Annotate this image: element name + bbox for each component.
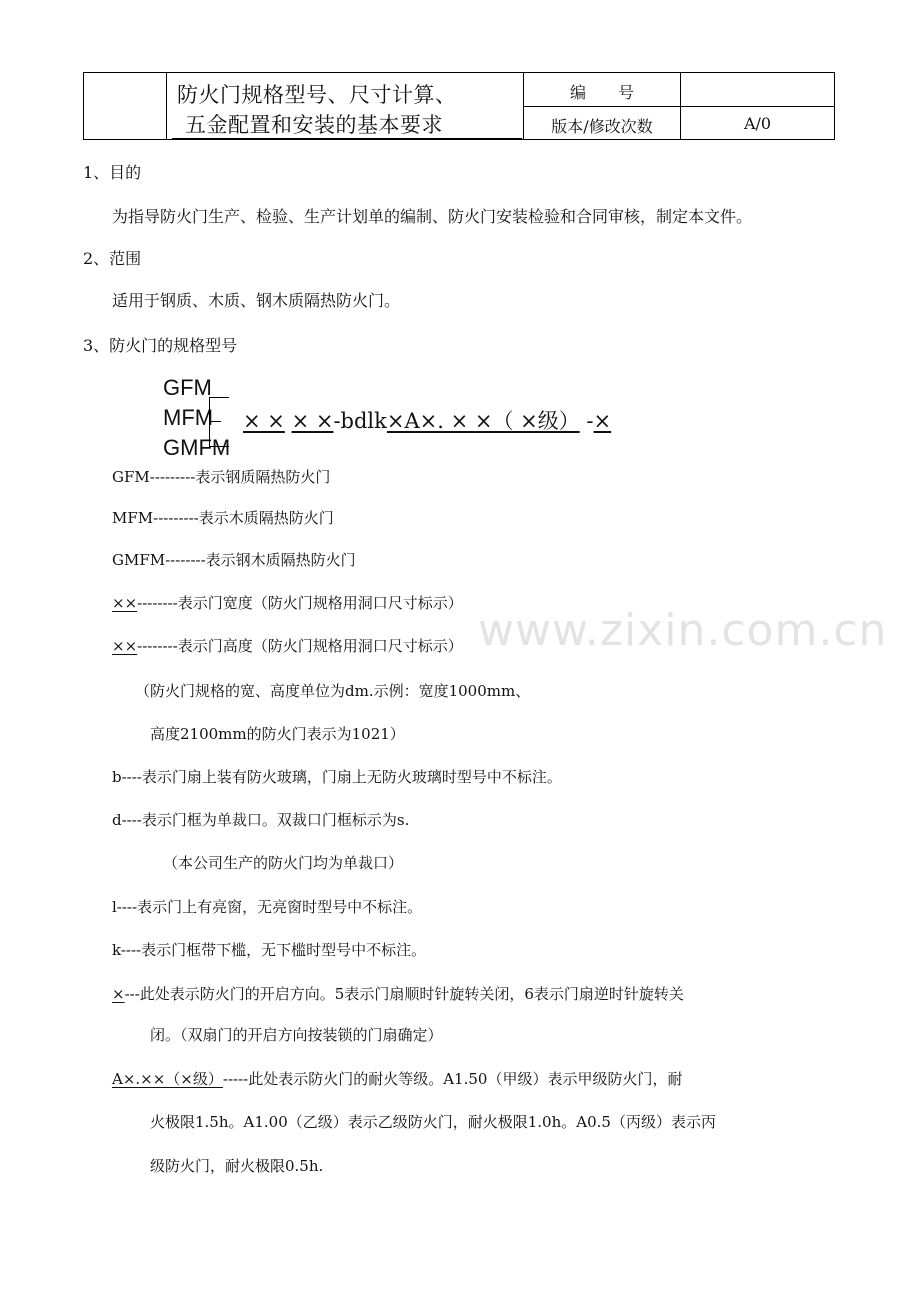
def-gmfm: GMFM--------表示钢木质隔热防火门 (112, 551, 356, 569)
formula-direction: × (386, 409, 405, 433)
formula-prefix-mfm: MFM (163, 405, 214, 430)
def-direction (112, 983, 684, 1004)
def-grade (112, 1068, 682, 1089)
version-label: 版本/修改次数 (551, 117, 653, 136)
title-cell (166, 72, 524, 140)
version-label-cell (523, 106, 681, 140)
def-b: b----表示门扇上装有防火玻璃，门扇上无防火玻璃时型号中不标注。 (112, 768, 562, 786)
def-width-text: --------表示门宽度（防火门规格用洞口尺寸标示） (137, 594, 463, 612)
doc-title-line-1: 防火门规格型号、尺寸计算、 (177, 83, 457, 107)
code-label-cell (523, 72, 681, 107)
def-k: k----表示门框带下槛，无下槛时型号中不标注。 (112, 941, 427, 959)
section-1-heading: 1、目的 (83, 163, 142, 182)
model-formula (243, 405, 611, 435)
def-grade-line-3: 级防火门，耐火极限0.5h. (150, 1157, 324, 1175)
def-height-text: --------表示门高度（防火门规格用洞口尺寸标示） (137, 637, 463, 655)
section-3-heading: 3、防火门的规格型号 (83, 336, 238, 355)
section-2-body: 适用于钢质、木质、钢木质隔热防火门。 (112, 291, 401, 310)
title-underline (172, 138, 522, 139)
def-d: d----表示门框为单裁口。双裁口门框标示为s. (112, 811, 410, 829)
document-header-table (83, 72, 835, 140)
unit-note-line-1: （防火门规格的宽、高度单位为dm.示例：宽度1000mm、 (135, 682, 531, 700)
def-direction-line-2: 闭。（双扇门的开启方向按装锁的门扇确定） (150, 1026, 443, 1044)
def-d-note: （本公司生产的防火门均为单裁口） (163, 854, 404, 872)
formula-last: × (593, 409, 612, 433)
formula-bracket-top (209, 397, 229, 398)
formula-bracket-middle (209, 421, 221, 422)
doc-title-line-2: 五金配置和安装的基本要求 (185, 113, 443, 137)
section-2-heading: 2、范围 (83, 249, 142, 268)
code-label: 编 号 (569, 83, 634, 102)
def-gfm: GFM---------表示钢质隔热防火门 (112, 468, 331, 486)
version-value-cell (680, 106, 835, 140)
def-l: l----表示门上有亮窗，无亮窗时型号中不标注。 (112, 898, 423, 916)
def-grade-line-2: 火极限1.5h。A1.00（乙级）表示乙级防火门，耐火极限1.0h。A0.5（丙级）表示丙 (150, 1113, 716, 1131)
formula-width: × × (243, 409, 285, 433)
def-width-symbol: ×× (112, 594, 138, 612)
def-direction-text: ---此处表示防火门的开启方向。5表示门扇顺时针旋转关闭，6表示门扇逆时针旋转关 (124, 985, 684, 1003)
formula-bracket-bottom (209, 446, 229, 447)
formula-prefix-gfm: GFM (163, 375, 212, 400)
code-value-cell (680, 72, 835, 107)
def-mfm: MFM---------表示木质隔热防火门 (112, 509, 334, 527)
def-width (112, 592, 463, 613)
formula-grade: A×. × ×（ ×级） (404, 409, 580, 433)
section-1-body: 为指导防火门生产、检验、生产计划单的编制、防火门安装检验和合同审核，制定本文件。 (112, 207, 753, 226)
def-height (112, 635, 463, 656)
def-grade-symbol: A×.××（×级） (112, 1070, 223, 1088)
watermark: www.zixin.com.cn (478, 605, 888, 656)
unit-note-line-2: 高度2100mm的防火门表示为1021） (150, 725, 405, 743)
formula-dash: - (586, 409, 594, 433)
logo-cell (83, 72, 167, 140)
formula-prefix-gmfm: GMFM (163, 435, 231, 460)
def-grade-text: -----此处表示防火门的耐火等级。A1.50（甲级）表示甲级防火门，耐 (222, 1070, 683, 1088)
formula-code: -bdlk (333, 409, 387, 433)
def-direction-symbol: × (112, 985, 125, 1003)
def-height-symbol: ×× (112, 637, 138, 655)
formula-height: × × (291, 409, 334, 433)
version-value: A/0 (743, 114, 772, 133)
formula-bracket (209, 397, 230, 447)
